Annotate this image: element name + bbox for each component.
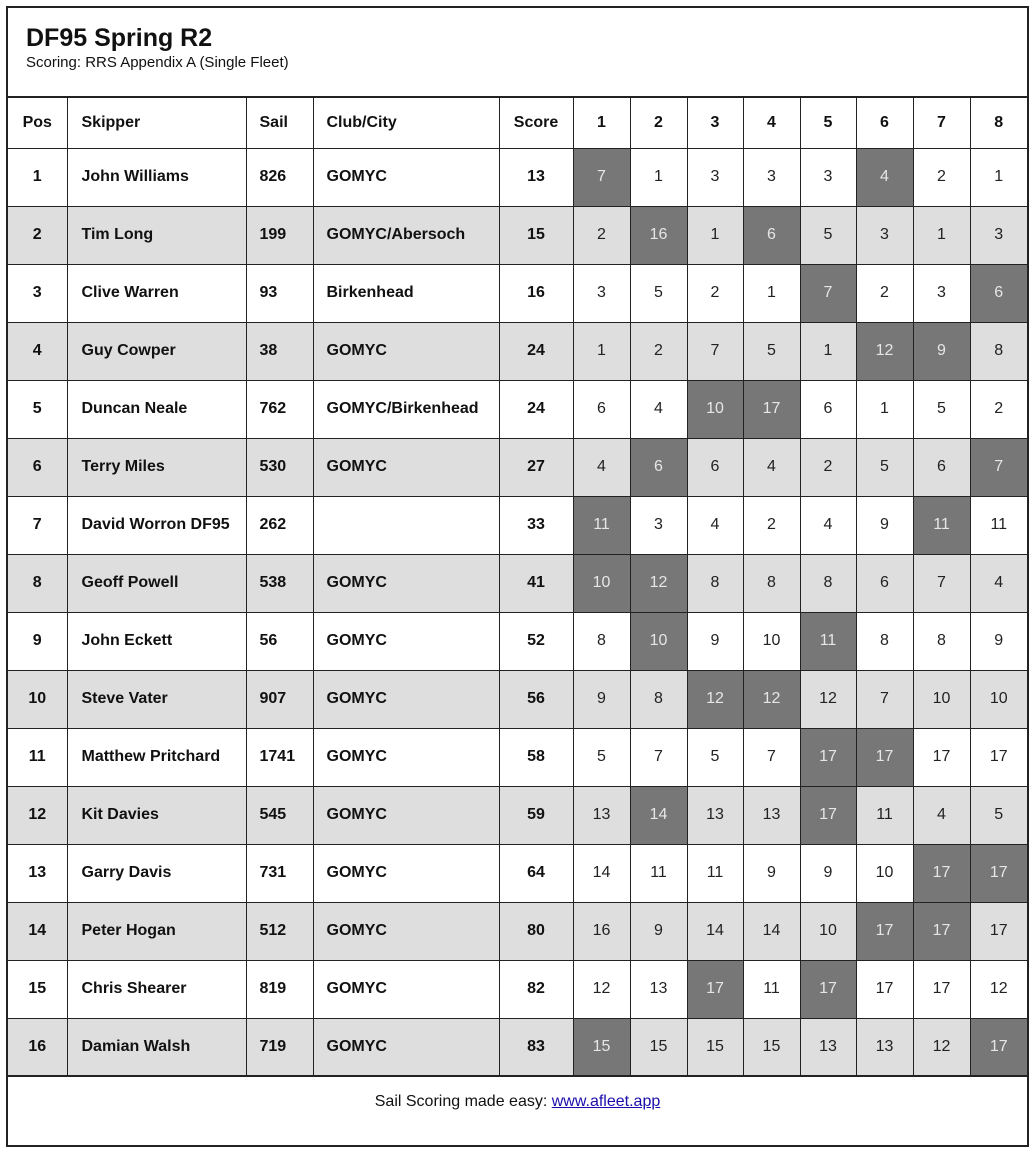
club-cell: GOMYC/Birkenhead: [313, 380, 499, 438]
score-cell: 56: [499, 670, 573, 728]
scoring-system: Scoring: RRS Appendix A (Single Fleet): [26, 54, 289, 71]
score-cell: 15: [499, 206, 573, 264]
race-result-discarded: 6: [630, 438, 687, 496]
race-result-discarded: 10: [687, 380, 743, 438]
position-cell: 4: [8, 322, 67, 380]
skipper-cell: Steve Vater: [67, 670, 246, 728]
score-cell: 27: [499, 438, 573, 496]
table-row[interactable]: [8, 206, 1027, 264]
race-result: 17: [970, 902, 1027, 960]
club-cell: GOMYC: [313, 844, 499, 902]
race-result: 8: [743, 554, 800, 612]
race-result: 8: [913, 612, 970, 670]
race-result: 7: [856, 670, 913, 728]
race-result: 11: [630, 844, 687, 902]
race-result-discarded: 12: [856, 322, 913, 380]
position-cell: 7: [8, 496, 67, 554]
race-result-discarded: 12: [743, 670, 800, 728]
sail-number-cell: 762: [246, 380, 313, 438]
race-result: 15: [630, 1018, 687, 1076]
sail-number-cell: 262: [246, 496, 313, 554]
sail-number-cell: 545: [246, 786, 313, 844]
race-result-discarded: 11: [800, 612, 856, 670]
race-result: 14: [743, 902, 800, 960]
table-row[interactable]: [8, 786, 1027, 844]
race-result: 5: [630, 264, 687, 322]
score-cell: 59: [499, 786, 573, 844]
footer: [8, 1077, 1027, 1127]
race-result-discarded: 17: [856, 728, 913, 786]
skipper-cell: Geoff Powell: [67, 554, 246, 612]
race-result: 9: [630, 902, 687, 960]
sail-number-cell: 530: [246, 438, 313, 496]
race-result: 3: [970, 206, 1027, 264]
skipper-cell: John Eckett: [67, 612, 246, 670]
race-result: 16: [573, 902, 630, 960]
race-result: 4: [630, 380, 687, 438]
score-cell: 24: [499, 322, 573, 380]
race-result: 3: [687, 148, 743, 206]
skipper-cell: Peter Hogan: [67, 902, 246, 960]
score-cell: 16: [499, 264, 573, 322]
race-result: 9: [573, 670, 630, 728]
race-result: 11: [970, 496, 1027, 554]
position-cell: 13: [8, 844, 67, 902]
race-result: 17: [970, 728, 1027, 786]
sail-number-cell: 819: [246, 960, 313, 1018]
sail-number-cell: 1741: [246, 728, 313, 786]
sail-number-cell: 56: [246, 612, 313, 670]
race-result: 5: [800, 206, 856, 264]
race-result-discarded: 7: [970, 438, 1027, 496]
race-result: 9: [743, 844, 800, 902]
race-result: 13: [687, 786, 743, 844]
column-header-skipper[interactable]: Skipper: [67, 98, 246, 148]
race-result: 1: [630, 148, 687, 206]
score-cell: 33: [499, 496, 573, 554]
race-result-discarded: 12: [687, 670, 743, 728]
skipper-cell: Duncan Neale: [67, 380, 246, 438]
table-row[interactable]: [8, 728, 1027, 786]
race-result: 6: [856, 554, 913, 612]
column-header-race-6[interactable]: 6: [856, 98, 913, 148]
position-cell: 16: [8, 1018, 67, 1076]
sail-number-cell: 93: [246, 264, 313, 322]
skipper-cell: Matthew Pritchard: [67, 728, 246, 786]
column-header-club[interactable]: Club/City: [313, 98, 499, 148]
race-result-discarded: 17: [970, 844, 1027, 902]
table-row[interactable]: [8, 902, 1027, 960]
race-result-discarded: 16: [630, 206, 687, 264]
race-result: 12: [573, 960, 630, 1018]
race-result-discarded: 6: [970, 264, 1027, 322]
race-result: 17: [856, 960, 913, 1018]
club-cell: GOMYC: [313, 786, 499, 844]
table-row[interactable]: [8, 960, 1027, 1018]
race-result-discarded: 7: [800, 264, 856, 322]
race-result-discarded: 14: [630, 786, 687, 844]
club-cell: GOMYC: [313, 670, 499, 728]
column-header-race-4[interactable]: 4: [743, 98, 800, 148]
race-result: 11: [856, 786, 913, 844]
race-result: 12: [970, 960, 1027, 1018]
race-result: 8: [687, 554, 743, 612]
race-result: 7: [630, 728, 687, 786]
club-cell: [313, 496, 499, 554]
race-result: 1: [856, 380, 913, 438]
race-result: 7: [743, 728, 800, 786]
race-result: 10: [913, 670, 970, 728]
table-row[interactable]: [8, 264, 1027, 322]
race-result: 10: [970, 670, 1027, 728]
race-result-discarded: 6: [743, 206, 800, 264]
skipper-cell: Terry Miles: [67, 438, 246, 496]
position-cell: 2: [8, 206, 67, 264]
sail-number-cell: 38: [246, 322, 313, 380]
race-result: 6: [573, 380, 630, 438]
table-row[interactable]: [8, 554, 1027, 612]
club-cell: Birkenhead: [313, 264, 499, 322]
race-result: 6: [800, 380, 856, 438]
results-body: [8, 148, 1027, 1076]
race-result: 2: [687, 264, 743, 322]
skipper-cell: Kit Davies: [67, 786, 246, 844]
race-result: 10: [800, 902, 856, 960]
score-cell: 52: [499, 612, 573, 670]
race-result: 5: [743, 322, 800, 380]
score-cell: 83: [499, 1018, 573, 1076]
race-result: 5: [970, 786, 1027, 844]
race-result: 1: [800, 322, 856, 380]
race-result: 13: [856, 1018, 913, 1076]
position-cell: 3: [8, 264, 67, 322]
score-cell: 82: [499, 960, 573, 1018]
race-result: 2: [800, 438, 856, 496]
table-row[interactable]: [8, 1018, 1027, 1076]
skipper-cell: Damian Walsh: [67, 1018, 246, 1076]
race-result-discarded: 11: [913, 496, 970, 554]
sail-number-cell: 199: [246, 206, 313, 264]
skipper-cell: Clive Warren: [67, 264, 246, 322]
race-result: 10: [856, 844, 913, 902]
position-cell: 1: [8, 148, 67, 206]
club-cell: GOMYC: [313, 1018, 499, 1076]
race-result: 13: [800, 1018, 856, 1076]
race-result-discarded: 17: [800, 786, 856, 844]
race-result: 4: [573, 438, 630, 496]
race-result-discarded: 10: [573, 554, 630, 612]
position-cell: 11: [8, 728, 67, 786]
column-header-race-1[interactable]: 1: [573, 98, 630, 148]
race-result: 1: [743, 264, 800, 322]
table-row[interactable]: [8, 496, 1027, 554]
position-cell: 12: [8, 786, 67, 844]
race-result: 13: [743, 786, 800, 844]
race-result-discarded: 10: [630, 612, 687, 670]
race-result: 3: [630, 496, 687, 554]
afleet-link[interactable]: www.afleet.app: [551, 1093, 661, 1110]
club-cell: GOMYC: [313, 438, 499, 496]
race-result: 12: [913, 1018, 970, 1076]
race-result: 14: [573, 844, 630, 902]
sail-number-cell: 826: [246, 148, 313, 206]
score-cell: 80: [499, 902, 573, 960]
race-result-discarded: 17: [856, 902, 913, 960]
table-row[interactable]: [8, 670, 1027, 728]
race-result: 1: [573, 322, 630, 380]
race-result: 17: [913, 960, 970, 1018]
sail-number-cell: 719: [246, 1018, 313, 1076]
sail-number-cell: 538: [246, 554, 313, 612]
race-result: 5: [573, 728, 630, 786]
race-result-discarded: 17: [743, 380, 800, 438]
race-result: 2: [970, 380, 1027, 438]
race-result: 5: [856, 438, 913, 496]
race-result-discarded: 17: [913, 844, 970, 902]
race-result: 3: [743, 148, 800, 206]
race-result: 8: [630, 670, 687, 728]
race-result-discarded: 17: [913, 902, 970, 960]
position-cell: 10: [8, 670, 67, 728]
race-result-discarded: 12: [630, 554, 687, 612]
table-row[interactable]: [8, 322, 1027, 380]
score-cell: 58: [499, 728, 573, 786]
column-header-pos[interactable]: Pos: [8, 98, 67, 148]
sail-number-cell: 512: [246, 902, 313, 960]
race-result-discarded: 17: [687, 960, 743, 1018]
skipper-cell: John Williams: [67, 148, 246, 206]
column-header-race-8[interactable]: 8: [970, 98, 1027, 148]
position-cell: 8: [8, 554, 67, 612]
skipper-cell: David Worron DF95: [67, 496, 246, 554]
score-cell: 24: [499, 380, 573, 438]
club-cell: GOMYC: [313, 960, 499, 1018]
position-cell: 5: [8, 380, 67, 438]
race-result: 4: [743, 438, 800, 496]
results-sheet: [6, 6, 1029, 1147]
race-result: 14: [687, 902, 743, 960]
results-table: [8, 98, 1027, 1077]
footer-text: Sail Scoring made easy:: [374, 1093, 552, 1110]
race-result-discarded: 9: [913, 322, 970, 380]
race-result: 2: [913, 148, 970, 206]
skipper-cell: Tim Long: [67, 206, 246, 264]
race-result: 9: [970, 612, 1027, 670]
race-result: 6: [687, 438, 743, 496]
race-result-discarded: 15: [573, 1018, 630, 1076]
race-result: 9: [856, 496, 913, 554]
race-result: 7: [913, 554, 970, 612]
race-result: 4: [913, 786, 970, 844]
score-cell: 64: [499, 844, 573, 902]
position-cell: 9: [8, 612, 67, 670]
club-cell: GOMYC: [313, 148, 499, 206]
header-row: [8, 98, 1027, 148]
skipper-cell: Chris Shearer: [67, 960, 246, 1018]
race-result: 12: [800, 670, 856, 728]
race-result: 1: [687, 206, 743, 264]
table-row[interactable]: [8, 612, 1027, 670]
race-result: 2: [743, 496, 800, 554]
race-result: 8: [573, 612, 630, 670]
race-result: 8: [856, 612, 913, 670]
race-result: 13: [573, 786, 630, 844]
race-result-discarded: 4: [856, 148, 913, 206]
race-result: 11: [743, 960, 800, 1018]
race-result: 2: [856, 264, 913, 322]
race-result: 2: [630, 322, 687, 380]
club-cell: GOMYC: [313, 728, 499, 786]
race-result: 2: [573, 206, 630, 264]
table-row[interactable]: [8, 148, 1027, 206]
skipper-cell: Garry Davis: [67, 844, 246, 902]
column-header-race-5[interactable]: 5: [800, 98, 856, 148]
table-row[interactable]: [8, 438, 1027, 496]
race-result-discarded: 11: [573, 496, 630, 554]
race-result: 8: [970, 322, 1027, 380]
race-result: 10: [743, 612, 800, 670]
score-cell: 13: [499, 148, 573, 206]
results-header: [8, 8, 1027, 98]
race-result: 5: [687, 728, 743, 786]
race-result: 1: [970, 148, 1027, 206]
club-cell: GOMYC: [313, 554, 499, 612]
table-row[interactable]: [8, 380, 1027, 438]
race-result: 13: [630, 960, 687, 1018]
race-result: 4: [970, 554, 1027, 612]
race-result-discarded: 17: [800, 728, 856, 786]
sail-number-cell: 907: [246, 670, 313, 728]
race-result: 17: [913, 728, 970, 786]
position-cell: 14: [8, 902, 67, 960]
race-result: 1: [913, 206, 970, 264]
race-result: 15: [743, 1018, 800, 1076]
race-result: 3: [573, 264, 630, 322]
club-cell: GOMYC: [313, 902, 499, 960]
club-cell: GOMYC: [313, 612, 499, 670]
column-header-score[interactable]: Score: [499, 98, 573, 148]
event-title: DF95 Spring R2: [26, 24, 213, 52]
column-header-race-2[interactable]: 2: [630, 98, 687, 148]
race-result: 6: [913, 438, 970, 496]
race-result: 8: [800, 554, 856, 612]
race-result: 11: [687, 844, 743, 902]
score-cell: 41: [499, 554, 573, 612]
column-header-race-3[interactable]: 3: [687, 98, 743, 148]
club-cell: GOMYC/Abersoch: [313, 206, 499, 264]
race-result: 9: [800, 844, 856, 902]
race-result: 9: [687, 612, 743, 670]
race-result-discarded: 17: [800, 960, 856, 1018]
column-header-race-7[interactable]: 7: [913, 98, 970, 148]
table-row[interactable]: [8, 844, 1027, 902]
race-result: 7: [687, 322, 743, 380]
sail-number-cell: 731: [246, 844, 313, 902]
position-cell: 15: [8, 960, 67, 1018]
race-result: 3: [800, 148, 856, 206]
race-result: 3: [856, 206, 913, 264]
race-result-discarded: 17: [970, 1018, 1027, 1076]
race-result-discarded: 7: [573, 148, 630, 206]
club-cell: GOMYC: [313, 322, 499, 380]
race-result: 4: [800, 496, 856, 554]
race-result: 4: [687, 496, 743, 554]
race-result: 5: [913, 380, 970, 438]
skipper-cell: Guy Cowper: [67, 322, 246, 380]
column-header-sail[interactable]: Sail: [246, 98, 313, 148]
position-cell: 6: [8, 438, 67, 496]
race-result: 15: [687, 1018, 743, 1076]
race-result: 3: [913, 264, 970, 322]
